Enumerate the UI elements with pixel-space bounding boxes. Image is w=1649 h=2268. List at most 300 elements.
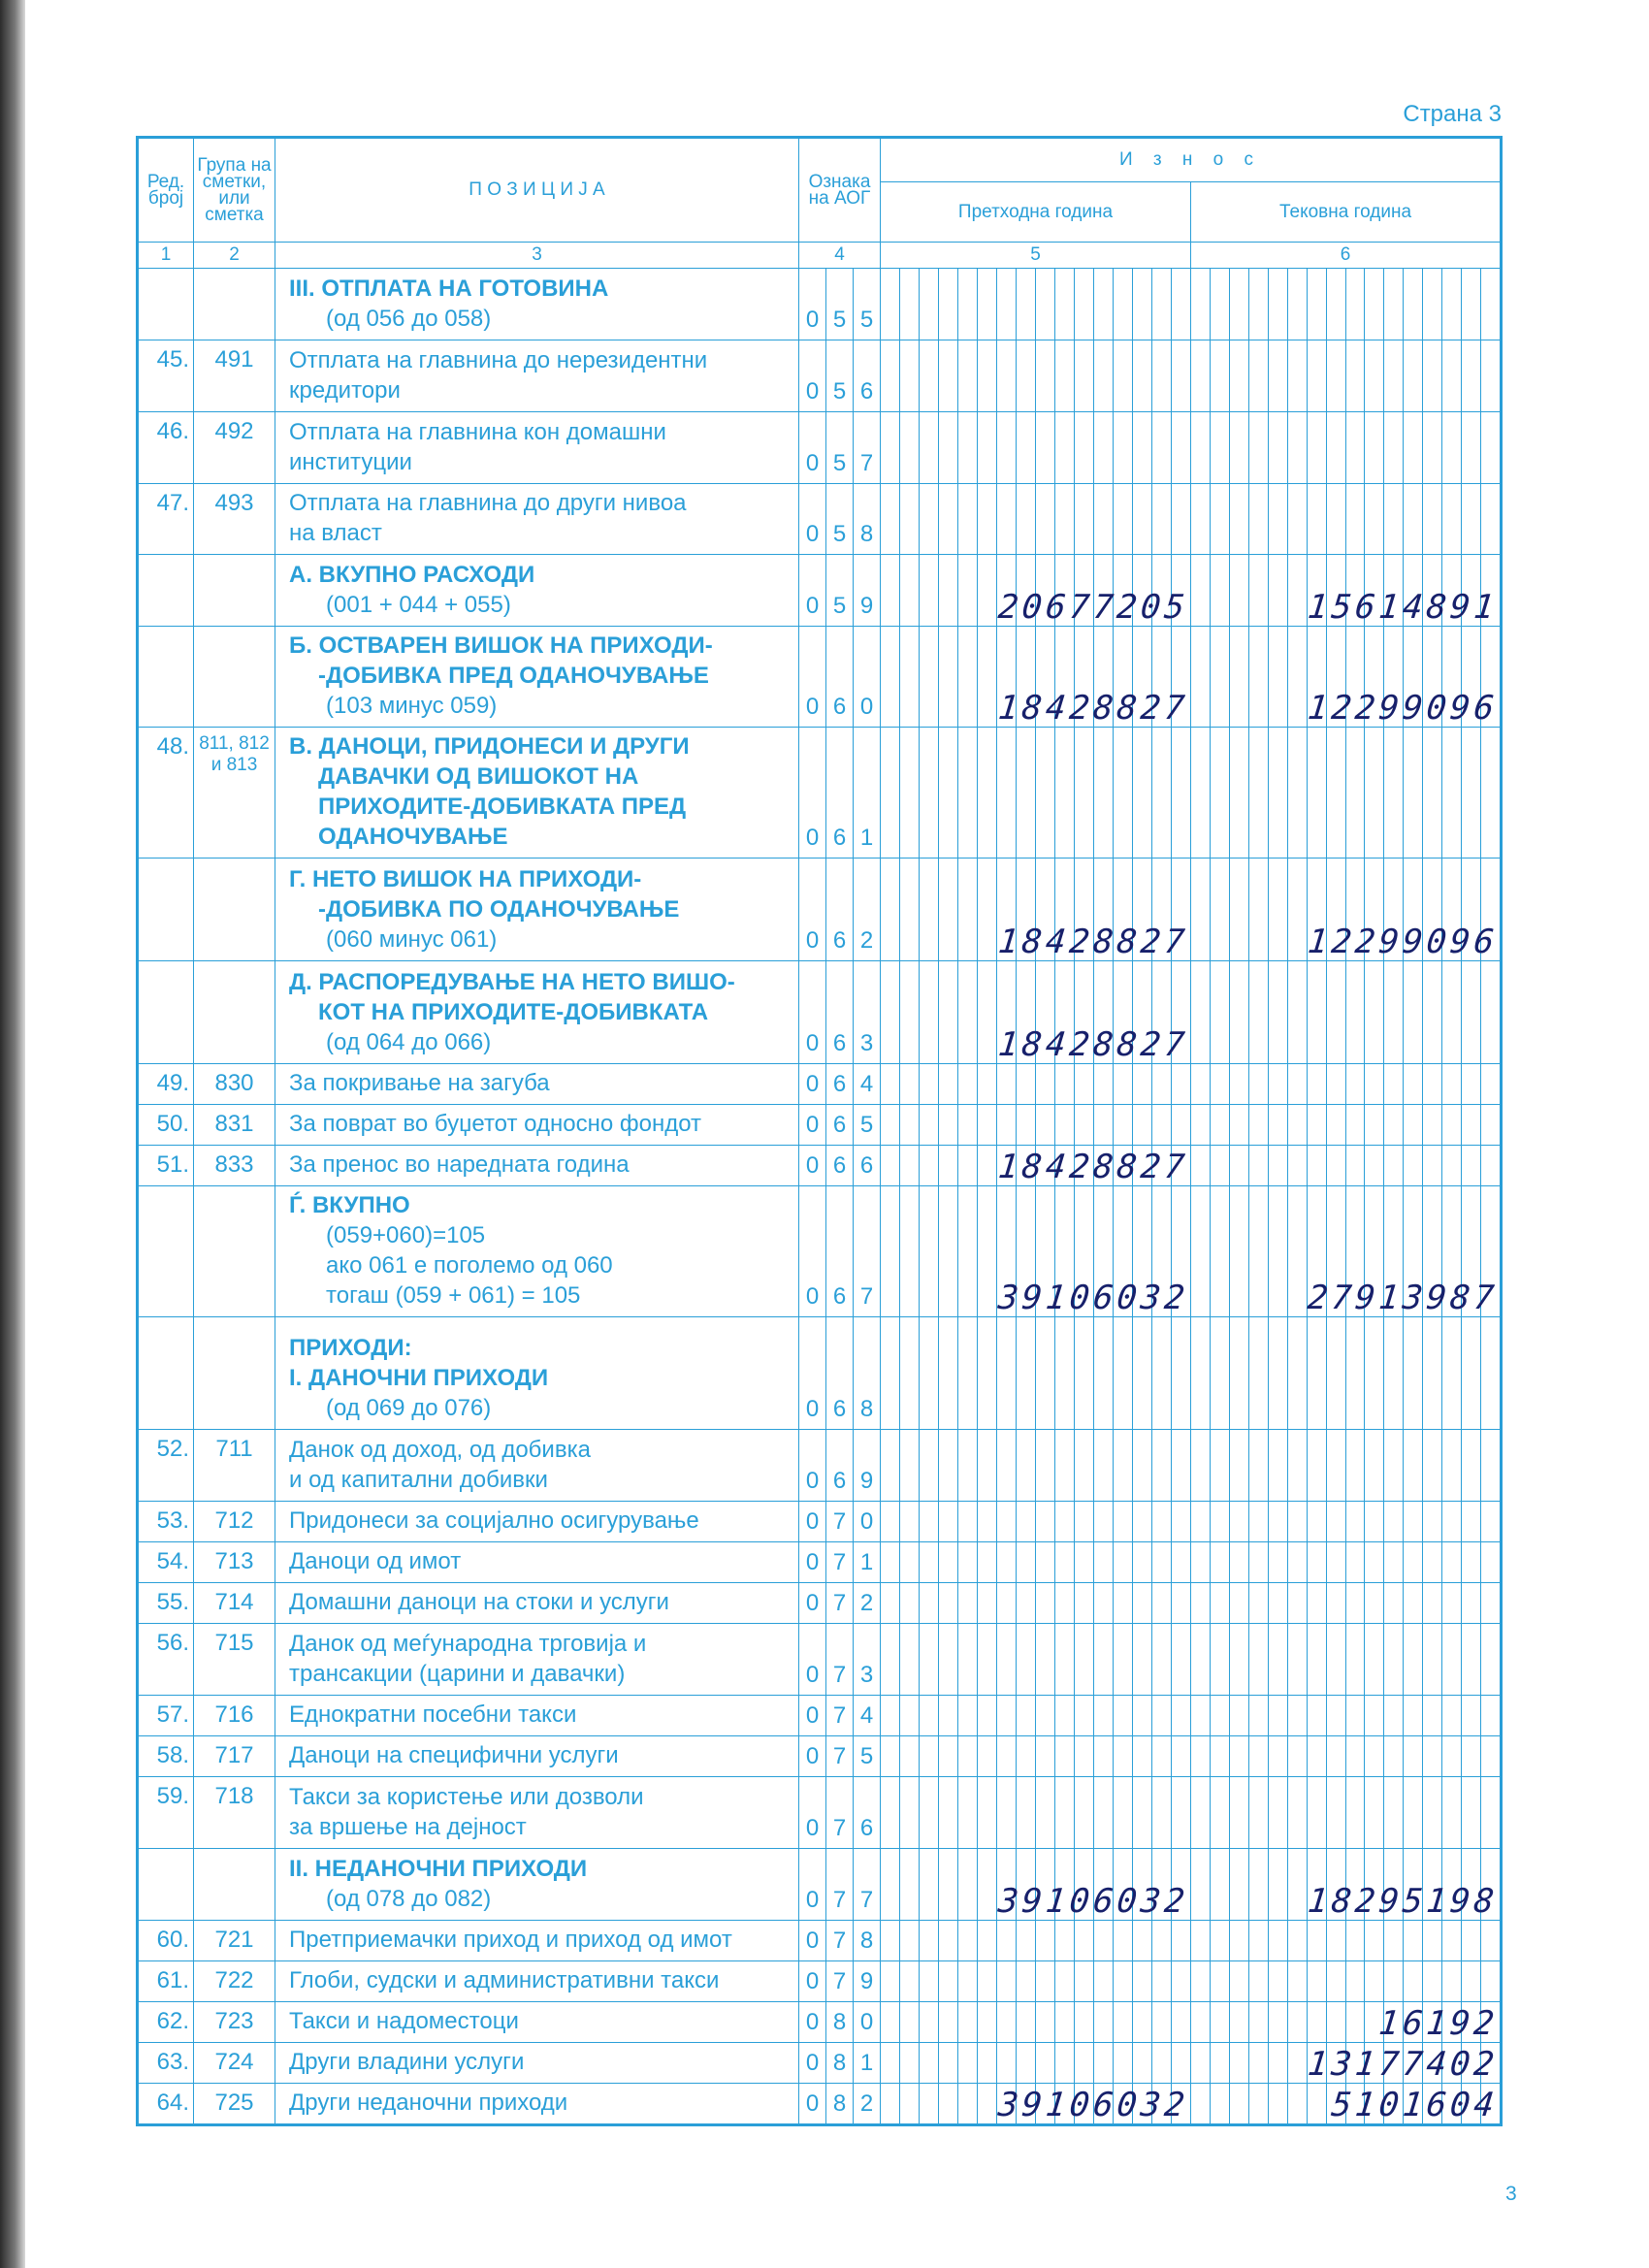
current-year-amount[interactable] [1191, 1736, 1502, 1777]
handwritten-value: 18428827 [996, 689, 1191, 728]
current-year-amount[interactable] [1191, 2002, 1502, 2043]
aog-digit: 0 [805, 825, 820, 851]
aog-digit: 7 [825, 1777, 853, 1848]
aog-digit: 0 [805, 1071, 820, 1097]
aog-digit: 6 [825, 1317, 853, 1429]
aog-digit: 0 [805, 1549, 820, 1575]
previous-year-amount[interactable] [881, 2002, 1191, 2043]
position-line: за вршење на дејност [289, 1814, 527, 1840]
aog-digit: 0 [805, 1283, 820, 1310]
current-year-amount[interactable] [1191, 484, 1502, 555]
position-line: Данок од меѓународна трговија и [289, 1631, 647, 1657]
aog-code [799, 340, 881, 412]
current-year-amount[interactable] [1191, 555, 1502, 627]
table-row [138, 1430, 1502, 1502]
aog-digit: 9 [853, 555, 880, 626]
position-text [275, 2002, 799, 2043]
aog-digit: 7 [825, 1849, 853, 1920]
position-text [275, 1849, 799, 1921]
row-number [138, 1186, 194, 1317]
previous-year-amount[interactable] [881, 1696, 1191, 1736]
aog-digit: 9 [853, 1430, 880, 1501]
aog-code [799, 1430, 881, 1502]
aog-digit: 2 [853, 1583, 880, 1623]
aog-digit: 8 [853, 484, 880, 554]
table-row [138, 2043, 1502, 2084]
position-line: За поврат во буџетот односно фондот [289, 1111, 702, 1137]
position-line: институции [289, 449, 412, 475]
previous-year-amount[interactable] [881, 269, 1191, 340]
previous-year-amount[interactable] [881, 1777, 1191, 1849]
aog-digit: 1 [853, 2043, 880, 2083]
position-text [275, 1542, 799, 1583]
aog-code [799, 859, 881, 961]
position-line: Такси за користење или дозволи [289, 1784, 644, 1810]
row-number: 57. [138, 1696, 194, 1736]
current-year-amount[interactable] [1191, 269, 1502, 340]
position-text [275, 1624, 799, 1696]
header-account-group: Група на сметки, или сметка [194, 138, 275, 243]
aog-digit: 6 [825, 1064, 853, 1104]
position-text [275, 2043, 799, 2084]
position-line: (од 069 до 076) [326, 1395, 492, 1421]
row-number: 46. [138, 412, 194, 484]
aog-digit: 9 [853, 1961, 880, 2001]
position-text [275, 1186, 799, 1317]
aog-code [799, 1736, 881, 1777]
aog-digit: 7 [825, 1583, 853, 1623]
row-number: 61. [138, 1961, 194, 2002]
header-previous-year: Претходна година [881, 182, 1191, 243]
position-line: ПРИХОДИТЕ-ДОБИВКАТА ПРЕД [318, 794, 687, 820]
col-number: 2 [194, 243, 275, 269]
position-text [275, 412, 799, 484]
aog-digit: 6 [853, 1146, 880, 1185]
position-text [275, 1430, 799, 1502]
aog-digit: 7 [853, 1186, 880, 1316]
previous-year-amount[interactable] [881, 1542, 1191, 1583]
position-text [275, 1502, 799, 1542]
page-label: Страна 3 [1403, 101, 1502, 127]
position-line: Придонеси за социјално осигурување [289, 1507, 699, 1534]
row-number [138, 269, 194, 340]
row-number: 63. [138, 2043, 194, 2084]
aog-digit: 5 [825, 269, 853, 340]
aog-digit: 5 [825, 412, 853, 483]
row-number: 48. [138, 728, 194, 859]
col-number: 4 [799, 243, 881, 269]
position-line: Даноци од имот [289, 1548, 462, 1574]
position-text [275, 2084, 799, 2125]
aog-code [799, 961, 881, 1064]
account-group [194, 859, 275, 961]
account-group: 711 [194, 1430, 275, 1502]
account-group: 722 [194, 1961, 275, 2002]
current-year-amount[interactable] [1191, 1624, 1502, 1696]
aog-digit: 0 [805, 2050, 820, 2076]
position-text [275, 269, 799, 340]
account-group [194, 1849, 275, 1921]
current-year-amount[interactable] [1191, 1105, 1502, 1146]
table-row [138, 859, 1502, 961]
header-position: П О З И Ц И Ј А [275, 138, 799, 243]
current-year-amount[interactable] [1191, 1430, 1502, 1502]
row-number: 64. [138, 2084, 194, 2125]
account-group: 491 [194, 340, 275, 412]
row-number: 47. [138, 484, 194, 555]
previous-year-amount[interactable] [881, 1736, 1191, 1777]
previous-year-amount[interactable] [881, 555, 1191, 627]
account-group: 492 [194, 412, 275, 484]
position-line: (001 + 044 + 055) [326, 592, 511, 618]
position-line: (од 078 до 082) [326, 1886, 492, 1912]
row-number [138, 961, 194, 1064]
aog-code [799, 728, 881, 859]
aog-digit: 0 [805, 1468, 820, 1494]
aog-digit: 2 [853, 859, 880, 960]
position-text [275, 1961, 799, 2002]
row-number: 59. [138, 1777, 194, 1849]
position-line: Претприемачки приход и приход од имот [289, 1927, 732, 1953]
current-year-amount[interactable] [1191, 627, 1502, 728]
header-aog: Ознака на АОГ [799, 138, 881, 243]
account-group: 830 [194, 1064, 275, 1105]
position-line: -ДОБИВКА ПО ОДАНОЧУВАЊЕ [318, 896, 680, 923]
position-line: ПРИХОДИ: [289, 1335, 412, 1361]
handwritten-value: 16192 [1376, 2004, 1501, 2043]
previous-year-amount[interactable] [881, 1064, 1191, 1105]
row-number: 55. [138, 1583, 194, 1624]
position-line: и од капитални добивки [289, 1467, 548, 1493]
aog-digit: 6 [825, 859, 853, 960]
handwritten-value: 20677205 [996, 588, 1191, 627]
aog-digit: 0 [805, 1396, 820, 1422]
row-number: 51. [138, 1146, 194, 1186]
previous-year-amount[interactable] [881, 1961, 1191, 2002]
aog-code [799, 1777, 881, 1849]
aog-digit: 0 [805, 593, 820, 619]
aog-code [799, 2084, 881, 2125]
current-year-amount[interactable] [1191, 412, 1502, 484]
account-group [194, 269, 275, 340]
aog-digit: 0 [805, 1743, 820, 1769]
aog-digit: 7 [825, 1624, 853, 1695]
aog-code [799, 555, 881, 627]
aog-digit: 0 [805, 694, 820, 720]
position-text [275, 859, 799, 961]
position-line: Такси и надоместоци [289, 2008, 519, 2034]
row-number [138, 1849, 194, 1921]
current-year-amount[interactable] [1191, 2084, 1502, 2125]
position-text [275, 1146, 799, 1186]
position-line: I. ДАНОЧНИ ПРИХОДИ [289, 1365, 549, 1391]
position-line: КОТ НА ПРИХОДИТЕ-ДОБИВКАТА [318, 999, 709, 1025]
aog-digit: 0 [805, 1508, 820, 1535]
current-year-amount[interactable] [1191, 1777, 1502, 1849]
aog-digit: 8 [825, 2002, 853, 2042]
aog-code [799, 1064, 881, 1105]
position-line: III. ОТПЛАТА НА ГОТОВИНА [289, 275, 609, 302]
handwritten-value: 12299096 [1306, 923, 1501, 961]
row-number: 62. [138, 2002, 194, 2043]
table-row [138, 1961, 1502, 2002]
aog-digit: 4 [853, 1696, 880, 1735]
handwritten-value: 18295198 [1306, 1882, 1501, 1921]
position-line: (059+060)=105 [326, 1222, 486, 1248]
current-year-amount[interactable] [1191, 340, 1502, 412]
handwritten-value: 39106032 [996, 1279, 1191, 1317]
aog-digit: 5 [853, 269, 880, 340]
aog-digit: 0 [805, 378, 820, 405]
aog-digit: 0 [853, 1502, 880, 1541]
previous-year-amount[interactable] [881, 1502, 1191, 1542]
aog-digit: 0 [805, 1928, 820, 1954]
aog-digit: 4 [853, 1064, 880, 1104]
aog-digit: 7 [853, 412, 880, 483]
previous-year-amount[interactable] [881, 1186, 1191, 1317]
col-number: 3 [275, 243, 799, 269]
aog-code [799, 269, 881, 340]
aog-digit: 7 [825, 1696, 853, 1735]
previous-year-amount[interactable] [881, 2084, 1191, 2125]
position-line: ДАВАЧКИ ОД ВИШОКОТ НА [318, 763, 639, 790]
aog-digit: 6 [825, 961, 853, 1063]
position-line: (од 056 до 058) [326, 306, 492, 332]
table-row [138, 1064, 1502, 1105]
table-row [138, 1542, 1502, 1583]
handwritten-value: 18428827 [996, 1148, 1191, 1186]
current-year-amount[interactable] [1191, 1064, 1502, 1105]
table-row [138, 1105, 1502, 1146]
aog-digit: 0 [805, 450, 820, 476]
previous-year-amount[interactable] [881, 961, 1191, 1064]
aog-digit: 0 [805, 1815, 820, 1841]
account-group: 717 [194, 1736, 275, 1777]
position-line: Други владини услуги [289, 2049, 525, 2075]
current-year-amount[interactable] [1191, 1961, 1502, 2002]
col-number: 6 [1191, 243, 1502, 269]
aog-digit: 0 [805, 1590, 820, 1616]
current-year-amount[interactable] [1191, 1317, 1502, 1430]
aog-digit: 0 [805, 1968, 820, 1994]
position-line: (103 минус 059) [326, 693, 498, 719]
row-number: 49. [138, 1064, 194, 1105]
position-line: Отплата на главнина до нерезидентни [289, 347, 708, 373]
current-year-amount[interactable] [1191, 1186, 1502, 1317]
row-number: 58. [138, 1736, 194, 1777]
account-group [194, 555, 275, 627]
table-row [138, 1849, 1502, 1921]
position-line: Глоби, судски и административни такси [289, 1967, 720, 1993]
previous-year-amount[interactable] [881, 1583, 1191, 1624]
previous-year-amount[interactable] [881, 1921, 1191, 1961]
aog-digit: 5 [853, 1736, 880, 1776]
table-row [138, 2002, 1502, 2043]
current-year-amount[interactable] [1191, 1502, 1502, 1542]
current-year-amount[interactable] [1191, 2043, 1502, 2084]
row-number: 54. [138, 1542, 194, 1583]
position-line: А. ВКУПНО РАСХОДИ [289, 562, 535, 588]
table-row [138, 269, 1502, 340]
table-row [138, 412, 1502, 484]
current-year-amount[interactable] [1191, 1921, 1502, 1961]
position-line: Д. РАСПОРЕДУВАЊЕ НА НЕТО ВИШО- [289, 969, 735, 995]
aog-digit: 7 [825, 1502, 853, 1541]
aog-code [799, 1696, 881, 1736]
aog-digit: 0 [805, 307, 820, 333]
current-year-amount[interactable] [1191, 1146, 1502, 1186]
position-line: За пренос во наредната година [289, 1151, 630, 1178]
aog-digit: 0 [853, 627, 880, 727]
aog-digit: 0 [853, 2002, 880, 2042]
aog-digit: 0 [805, 2090, 820, 2117]
table-row [138, 340, 1502, 412]
row-number [138, 859, 194, 961]
position-line: Даноци на специфични услуги [289, 1742, 619, 1768]
aog-code [799, 1317, 881, 1430]
position-line: (060 минус 061) [326, 926, 498, 953]
aog-digit: 8 [825, 2043, 853, 2083]
position-line: Данок од доход, од добивка [289, 1437, 591, 1463]
aog-code [799, 627, 881, 728]
position-text [275, 1064, 799, 1105]
row-number: 50. [138, 1105, 194, 1146]
table-row [138, 627, 1502, 728]
previous-year-amount[interactable] [881, 340, 1191, 412]
account-group [194, 627, 275, 728]
account-group: 718 [194, 1777, 275, 1849]
aog-digit: 8 [853, 1317, 880, 1429]
aog-code [799, 1105, 881, 1146]
current-year-amount[interactable] [1191, 1542, 1502, 1583]
aog-digit: 7 [825, 1921, 853, 1960]
table-row [138, 961, 1502, 1064]
header-row-number: Ред. број [138, 138, 194, 243]
header-current-year: Тековна година [1191, 182, 1502, 243]
aog-digit: 7 [853, 1849, 880, 1920]
handwritten-value: 39106032 [996, 1882, 1191, 1921]
table-row [138, 1696, 1502, 1736]
row-number [138, 1317, 194, 1430]
current-year-amount[interactable] [1191, 961, 1502, 1064]
handwritten-value: 27913987 [1306, 1279, 1501, 1317]
aog-code [799, 1921, 881, 1961]
aog-digit: 6 [825, 728, 853, 858]
col-number: 5 [881, 243, 1191, 269]
previous-year-amount[interactable] [881, 859, 1191, 961]
position-line: ако 061 е поголемо од 060 [326, 1252, 613, 1279]
row-number: 60. [138, 1921, 194, 1961]
current-year-amount[interactable] [1191, 1696, 1502, 1736]
position-line: трансакции (царини и давачки) [289, 1661, 626, 1687]
account-group: 721 [194, 1921, 275, 1961]
current-year-amount[interactable] [1191, 1583, 1502, 1624]
account-group: 715 [194, 1624, 275, 1696]
current-year-amount[interactable] [1191, 728, 1502, 859]
account-group: 831 [194, 1105, 275, 1146]
aog-code [799, 2002, 881, 2043]
handwritten-value: 12299096 [1306, 689, 1501, 728]
previous-year-amount[interactable] [881, 412, 1191, 484]
aog-digit: 3 [853, 961, 880, 1063]
previous-year-amount[interactable] [881, 1849, 1191, 1921]
position-line: ОДАНОЧУВАЊЕ [318, 824, 508, 850]
position-text [275, 1736, 799, 1777]
table-row [138, 1502, 1502, 1542]
aog-digit: 0 [805, 521, 820, 547]
row-number [138, 627, 194, 728]
page-number: 3 [1505, 2183, 1517, 2205]
previous-year-amount[interactable] [881, 1317, 1191, 1430]
handwritten-value: 13177402 [1306, 2045, 1501, 2084]
current-year-amount[interactable] [1191, 859, 1502, 961]
previous-year-amount[interactable] [881, 484, 1191, 555]
account-group: 716 [194, 1696, 275, 1736]
aog-digit: 0 [805, 1662, 820, 1688]
account-group [194, 1186, 275, 1317]
position-line: на власт [289, 520, 382, 546]
current-year-amount[interactable] [1191, 1849, 1502, 1921]
table-row [138, 728, 1502, 859]
position-text [275, 627, 799, 728]
aog-code [799, 484, 881, 555]
position-line: Отплата на главнина до други нивоа [289, 490, 687, 516]
table-row [138, 1583, 1502, 1624]
position-text [275, 1696, 799, 1736]
table-row [138, 1186, 1502, 1317]
previous-year-amount[interactable] [881, 1146, 1191, 1186]
aog-digit: 2 [853, 2084, 880, 2123]
position-line: II. НЕДАНОЧНИ ПРИХОДИ [289, 1856, 588, 1882]
account-group: 713 [194, 1542, 275, 1583]
table-row [138, 1777, 1502, 1849]
aog-digit: 6 [825, 1146, 853, 1185]
account-group: 714 [194, 1583, 275, 1624]
table-row [138, 1736, 1502, 1777]
aog-digit: 0 [805, 1030, 820, 1056]
account-group: 712 [194, 1502, 275, 1542]
position-text [275, 1921, 799, 1961]
aog-digit: 7 [825, 1736, 853, 1776]
aog-digit: 6 [853, 1777, 880, 1848]
table-row [138, 2084, 1502, 2125]
aog-digit: 5 [853, 1105, 880, 1145]
aog-digit: 0 [805, 1112, 820, 1138]
previous-year-amount[interactable] [881, 728, 1191, 859]
previous-year-amount[interactable] [881, 1105, 1191, 1146]
aog-code [799, 1186, 881, 1317]
previous-year-amount[interactable] [881, 627, 1191, 728]
previous-year-amount[interactable] [881, 2043, 1191, 2084]
aog-digit: 3 [853, 1624, 880, 1695]
handwritten-value: 15614891 [1306, 588, 1501, 627]
previous-year-amount[interactable] [881, 1430, 1191, 1502]
position-text [275, 1105, 799, 1146]
row-number: 56. [138, 1624, 194, 1696]
aog-digit: 1 [853, 728, 880, 858]
position-text [275, 728, 799, 859]
scan-edge-shadow [0, 0, 25, 2268]
aog-digit: 7 [825, 1542, 853, 1582]
previous-year-amount[interactable] [881, 1624, 1191, 1696]
handwritten-value: 18428827 [996, 1025, 1191, 1064]
table-row [138, 1624, 1502, 1696]
aog-digit: 1 [853, 1542, 880, 1582]
row-number [138, 555, 194, 627]
account-group: 493 [194, 484, 275, 555]
table-row [138, 1146, 1502, 1186]
position-line: -ДОБИВКА ПРЕД ОДАНОЧУВАЊЕ [318, 663, 709, 689]
